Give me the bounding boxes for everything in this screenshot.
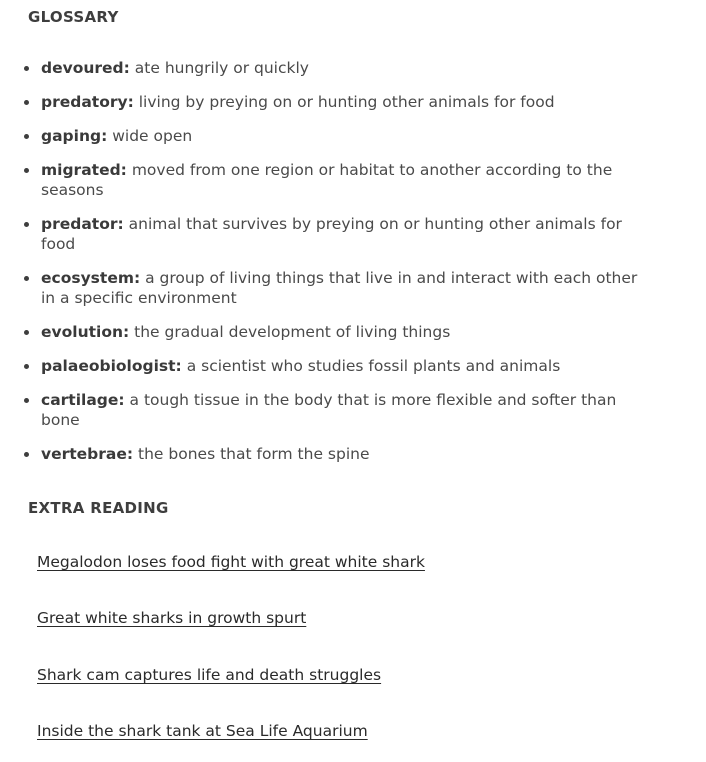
glossary-definition: a scientist who studies fossil plants and animals (186, 357, 561, 375)
glossary-item-palaeobiologist (0, 356, 641, 376)
glossary-heading: GLOSSARY (28, 8, 119, 26)
glossary-item-ecosystem (0, 268, 641, 308)
glossary-definition: the gradual development of living things (134, 323, 451, 341)
glossary-term: vertebrae: (41, 445, 134, 463)
glossary-definition: the bones that form the spine (138, 445, 370, 463)
glossary-term: gaping: (41, 127, 108, 145)
glossary-item-cartilage (0, 390, 641, 430)
glossary-item-gaping (0, 126, 641, 146)
glossary-definition: ate hungrily or quickly (134, 59, 309, 77)
extra-reading-link-megalodon[interactable]: Megalodon loses food fight with great white shark (37, 553, 425, 571)
glossary-definition: wide open (112, 127, 193, 145)
glossary-definition: animal that survives by preying on or hunting other animals for food (41, 215, 622, 253)
glossary-term: predator: (41, 215, 124, 233)
glossary-list (0, 58, 660, 478)
glossary-term: evolution: (41, 323, 130, 341)
extra-reading-link-growth-spurt[interactable]: Great white sharks in growth spurt (37, 609, 307, 627)
glossary-term: cartilage: (41, 391, 125, 409)
extra-reading-link-sea-life[interactable]: Inside the shark tank at Sea Life Aquarium (37, 722, 368, 740)
glossary-definition: a group of living things that live in and interact with each other in a specific environment (41, 269, 638, 307)
glossary-term: devoured: (41, 59, 130, 77)
extra-reading-link-shark-cam[interactable]: Shark cam captures life and death struggles (37, 666, 382, 684)
glossary-term: palaeobiologist: (41, 357, 182, 375)
glossary-definition: moved from one region or habitat to another according to the seasons (41, 161, 613, 199)
glossary-item-predator (0, 214, 641, 254)
glossary-term: predatory: (41, 93, 134, 111)
glossary-term: ecosystem: (41, 269, 141, 287)
glossary-term: migrated: (41, 161, 127, 179)
glossary-item-vertebrae (0, 444, 641, 464)
glossary-item-migrated (0, 160, 641, 200)
glossary-definition: a tough tissue in the body that is more flexible and softer than bone (41, 391, 617, 429)
glossary-definition: living by preying on or hunting other animals for food (138, 93, 555, 111)
extra-reading-heading: EXTRA READING (28, 499, 169, 517)
glossary-item-predatory (0, 92, 641, 112)
glossary-item-devoured (0, 58, 641, 78)
glossary-item-evolution (0, 322, 641, 342)
